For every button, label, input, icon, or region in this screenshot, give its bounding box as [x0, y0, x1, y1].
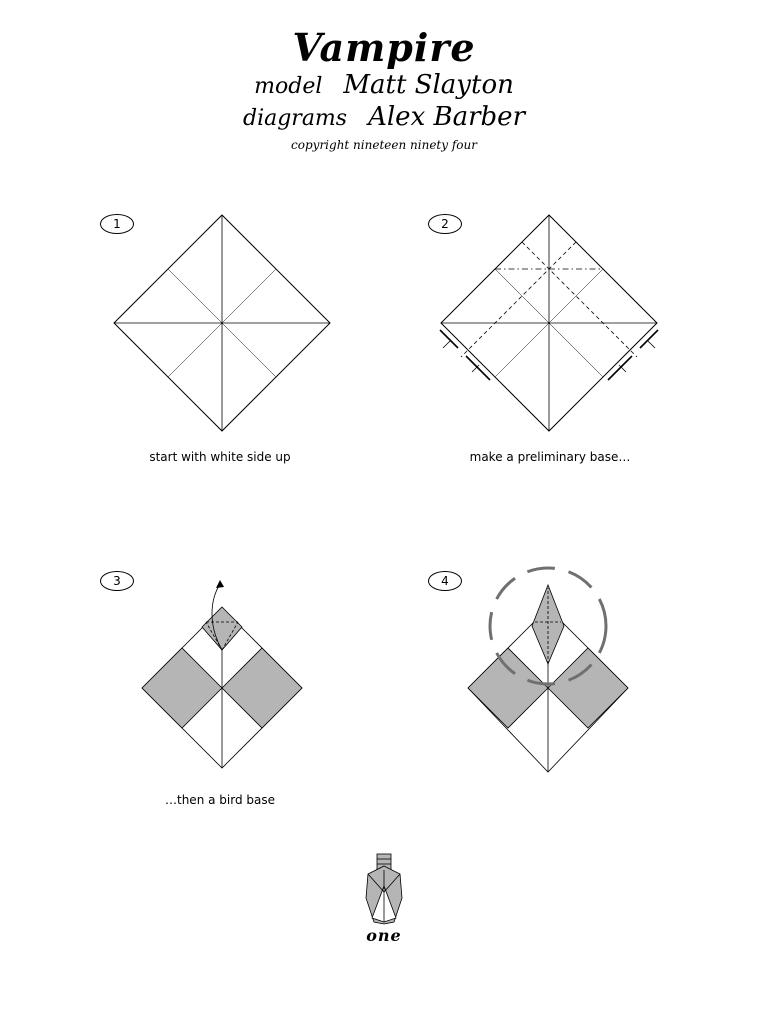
step-4-number: 4 — [428, 571, 462, 591]
page-label: one — [366, 926, 402, 945]
step-2-caption: make a preliminary base… — [469, 450, 631, 464]
copyright-line: copyright nineteen ninety four — [291, 138, 477, 152]
step-2-number: 2 — [428, 214, 462, 234]
model-credit — [0, 70, 768, 102]
step-2-diagram — [428, 200, 678, 450]
model-label: model — [254, 74, 323, 99]
vampire-thumbnail-icon — [362, 852, 406, 926]
valley-fold-right — [522, 242, 637, 357]
step-1-caption: start with white side up — [149, 450, 291, 464]
tick-mark — [648, 341, 655, 348]
step-1-diagram — [100, 200, 350, 450]
edge-mark-left-1 — [440, 330, 458, 348]
step-3-number: 3 — [100, 571, 134, 591]
arrow-head-icon — [216, 580, 224, 588]
step-3-caption: …then a bird base — [165, 793, 275, 807]
step-4-diagram — [460, 560, 650, 780]
tick-mark — [443, 341, 450, 348]
diagram-credit — [0, 102, 768, 134]
step-3-diagram — [130, 570, 320, 730]
diagrams-label: diagrams — [242, 106, 348, 131]
edge-mark-right-1 — [640, 330, 658, 348]
diagram-author: Alex Barber — [368, 102, 525, 132]
model-designer: Matt Slayton — [343, 70, 514, 100]
model-title: Vampire — [292, 25, 476, 70]
step-1-number: 1 — [100, 214, 134, 234]
valley-fold-left — [461, 242, 576, 357]
header — [0, 26, 768, 154]
footer — [0, 926, 768, 945]
